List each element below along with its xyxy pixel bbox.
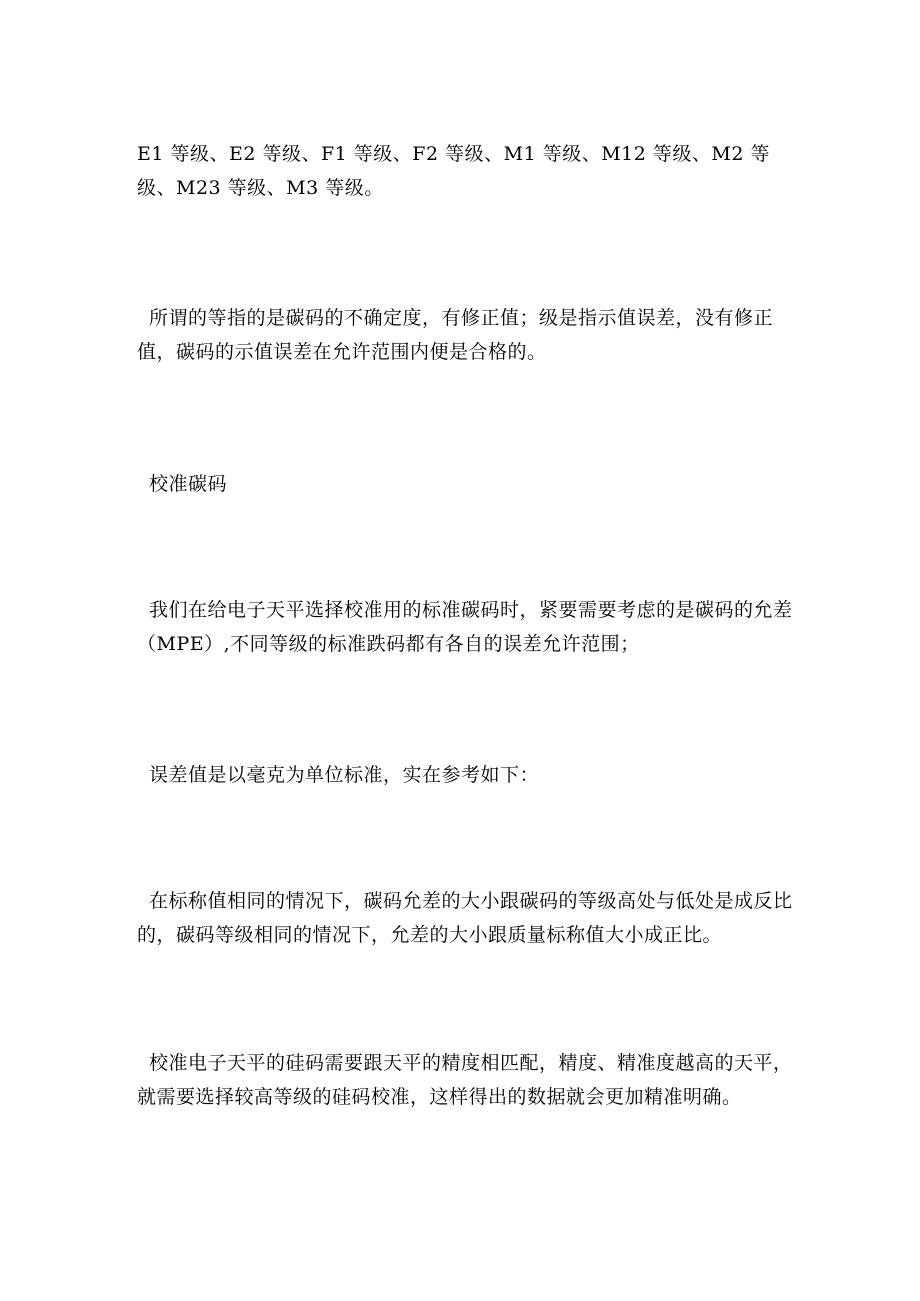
paragraph-tolerance-relation: 在标称值相同的情况下，碳码允差的大小跟碳码的等级高处与低处是成反比的，碳码等级相同的情况下，允差的大小跟质量标称值大小成正比。 xyxy=(137,890,793,946)
paragraph-weight-classes: E1 等级、E2 等级、F1 等级、F2 等级、M1 等级、M12 等级、M2 等级、M23 等级、M3 等级。 xyxy=(137,143,770,199)
paragraph-grade-definition: 所谓的等指的是碳码的不确定度，有修正值；级是指示值误差，没有修正值，碳码的示值误差在允许范围内便是合格的。 xyxy=(137,307,774,363)
paragraph-balance-matching: 校准电子天平的硅码需要跟天平的精度相匹配，精度、精准度越高的天平，就需要选择较高等级的硅码校准，这样得出的数据就会更加精准明确。 xyxy=(137,1052,793,1108)
section-heading-calibration-weights: 校准碳码 xyxy=(149,473,228,495)
paragraph-error-unit: 误差值是以毫克为单位标准，实在参考如下： xyxy=(149,764,540,786)
paragraph-mpe: 我们在给电子天平选择校准用的标准碳码时，紧要需要考虑的是碳码的允差（MPE）,不同等级的标准跌码都有各自的误差允许范围； xyxy=(137,599,793,655)
